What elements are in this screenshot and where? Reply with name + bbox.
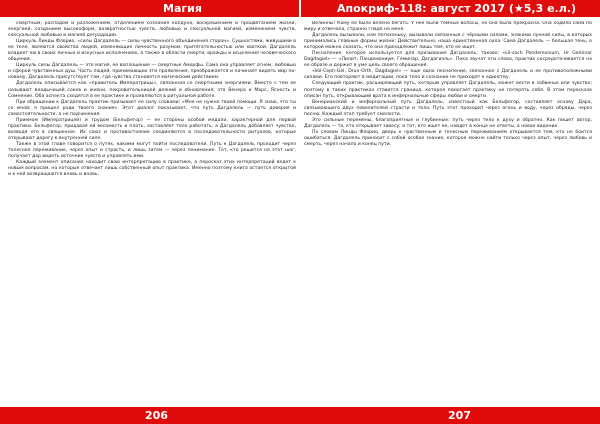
page-gutter (299, 0, 301, 424)
paragraph: Каждый элемент описания находит свою интерпретацию в практике, а пересказ этих интерпретаций ведет к новым вопросам, на которые отвечает лишь собственный опыт практика. Именно поэтому книга остается открытой и к ней возвращаются вновь и вновь. (8, 160, 296, 178)
left-page-title: Магия (163, 2, 202, 15)
right-page-title: Апокриф-118: август 2017 (★5,3 е.л.) (337, 2, 576, 15)
right-page-column (304, 21, 592, 403)
paragraph: Песнопение, которое используется для призывания Дагдалель, таково: «Lil-sach Pondemonium, Ur Geminar Dagdagiel» — «Лилит, Пандемониум, Геминар, Дагдагиэль». Пока звучат эти слова, практик сосредотачивается на ее образе и держит в уме цель своего обращения. (304, 51, 592, 69)
paragraph: Дагдалель описывается как «правитель Императрицы», связанная со смертными энергиями. Вместе с тем ее называют владычицей соков и жизни, покровительницей деяний и обновления; это Венера и Марс, Ясность и Сомнение. Оба аспекта сходятся в ее практике и проявляются в ритуальной работе. (8, 81, 296, 99)
left-page-number: 206 (145, 409, 168, 422)
paragraph: Циркуль Линды Флорио, «силы Дагдалель — силы чувственного объединения сторон». Сущностями, живущими в ее теле, являются свойства людей, изменяющие личность разумом, притягательностью или хваткой. Дагдалель владеет ею в своих личных и искусных исполнениях, а также в области смерти, вражды и исцеления человеческого общения. (8, 39, 296, 63)
paragraph: смертным, распадом и разложением, отделением сознания колдуна, воскрешением и процветанием жизни, энергией, созданием высокоформ, возвратностью чувств, любовью и сексуальной магией, изменением чувств, сексуальной любовью и магией деградации. (8, 21, 296, 39)
paragraph: Следующий практик, расширяющий путь, которым управляет Дагдалель, может вести в забвенье или чувство; поэтому в таких практиках ставится граница, которая помогает практику не потерять себя. В этом пересказе описан путь, открывающий врата в инфернальные сферы любви и смерти. (304, 81, 592, 99)
paragraph: Велинны! Кому её было велено бегать. У неё были тёмные волосы, но она была прекрасна. Она ходила сама по миру и отвечала, странно гладя на меня. (304, 21, 592, 33)
paragraph: Приемом (Императрицей) и трудом (Бельфегор) — ее стороны особой медали, характерной для первой практики. Бельфегор, придавая ей весомость и плоть, заставляет тело работать, а Дагдалель добавляет чувство, возводя его в священное. Их союз и противостояние соединяются в последовательности ритуалов, которые открывают дорогу к внутренней силе. (8, 117, 296, 141)
footer-bar (0, 407, 600, 424)
paragraph: «Vol-Ceph-Gel, Drun-Orth, Dagdagiel» — еще одно песнопение, связанное с Дагдалель и ее противоположными силами. Его повторяют в медитации, пока тело и сознание не приходят к единству. (304, 69, 592, 81)
paragraph: Также в этой главе говорится о путях, какими могут пойти последователи. Путь к Дагдалель проходит через телесное переживание, через опыт и страсть, и лишь затем — через понимание. Тот, кто решится на этот шаг, получает дар видеть источник чувств и управлять ими. (8, 141, 296, 160)
paragraph: По словам Линды Флорио, дверь к чувственным и телесным переживаниям открывается тем, кто не боится ошибаться. Дагдалель приносит с собой особое знание, которое можно найти только через опыт, через любовь и смерть, через начало и конец пути. (304, 129, 592, 147)
paragraph: Дагдалель вызывали, или потихоньку, вызывали связанные с чёрными силами, знаками лунной силы, в которых принимались главные формы жизни: Действительно, наша единственная сила. Сама Дагдалель — большая тень, о которой можно сказать, что она принадлежит лишь тем, кто ее ищет. (304, 33, 592, 51)
paragraph: Это сильные перемены, благоприятные и глубинные: путь через тело к духу и обратно. Как пишет автор, Дагдалель — та, кто открывает завесу; и тот, кто ищет ее, найдет в конце не ответы, а новое видение. (304, 117, 592, 129)
right-page-number: 207 (448, 409, 471, 422)
paragraph: Венерианский и инфернальный путь Дагдалель, известный как Бельфегор, составляет основу Дара, связывающего двух повелителей страсти и тела. Путь этот проходит через огонь и воду, через обряды, через песню. Каждый этап требует смелости. (304, 99, 592, 117)
paragraph: Циркуль силы Дагдалель — это магия, ее воплощение — смертные Аморфы. Сама она управляет огнем, любовью и сферой чувственных душ. Часть людей, принимающих эти проявления, преображается и начинает видеть мир по-новому, Дагдалель присутствует там, где чувства становятся магическим действием. (8, 63, 296, 81)
paragraph: При обращении к Дагдалель практик призывает ее силу словами: «Мне не нужно твоей помощи. Я знаю, что ты со мной; я пришел ради твоего знания». Этот диалог показывает, что путь Дагдалель — путь доверия и самостоятельности, а не подчинения. (8, 99, 296, 117)
left-page-column (8, 21, 296, 403)
